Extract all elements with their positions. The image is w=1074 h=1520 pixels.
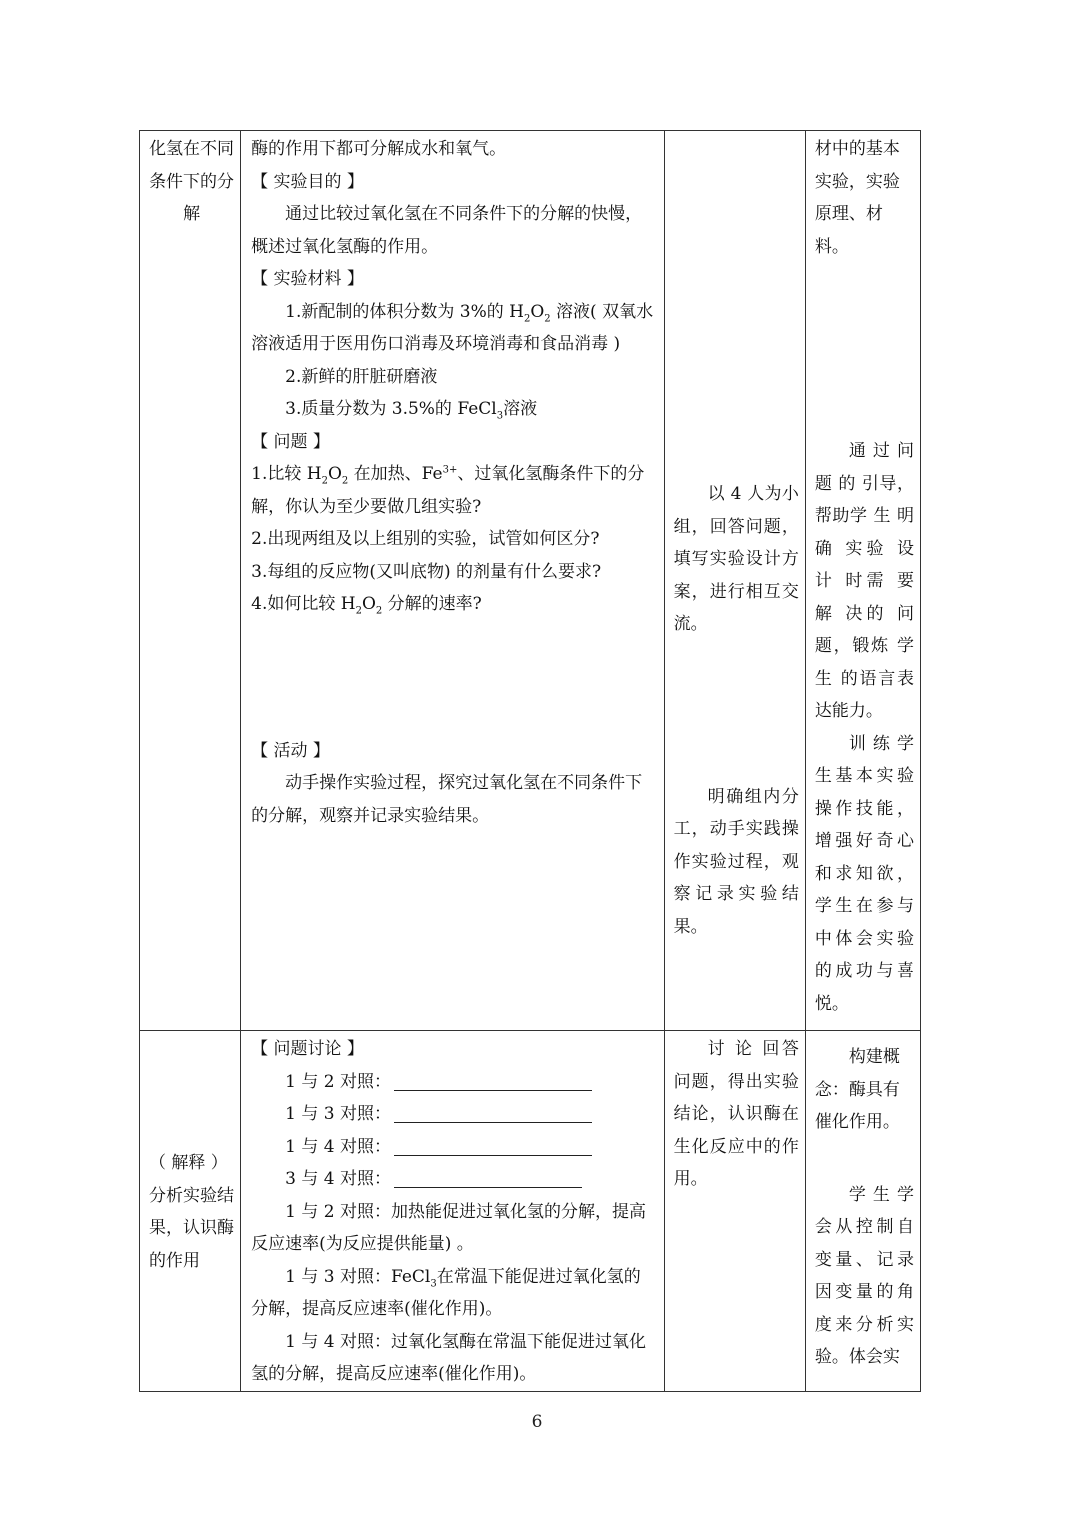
discussion-heading: 【 问题讨论 】 bbox=[251, 1039, 364, 1059]
blank-line-4: 3 与 4 对照： bbox=[251, 1163, 654, 1196]
question-3: 3.每组的反应物(又叫底物) 的剂量有什么要求? bbox=[251, 561, 602, 582]
purpose-heading: 【 实验目的 】 bbox=[251, 171, 364, 192]
content-cell bbox=[241, 1031, 665, 1392]
table-row bbox=[140, 131, 921, 1031]
question-heading: 【 问题 】 bbox=[251, 431, 330, 452]
question-1: 1.比较 $H_2O_2$ 在加热、$Fe^{3+}$、过氧化氢酶条件下的分解，你认为至少要做几组实验? bbox=[251, 464, 645, 517]
topic-cell bbox=[140, 131, 241, 1031]
topic-text: 化氢在不同条件下的分解 bbox=[149, 139, 235, 224]
topic-cell bbox=[140, 1031, 241, 1392]
answer-3: 1 与 4 对照：过氧化氢酶在常温下能促进过氧化氢的分解，提高反应速率(催化作用)。 bbox=[251, 1331, 646, 1384]
blank-line-2: 1 与 3 对照： bbox=[251, 1098, 654, 1131]
answer-blank[interactable] bbox=[394, 1068, 592, 1091]
student-activity-1: 以 4 人为小组，回答问题，填写实验设计方案，进行相互交流。 bbox=[673, 484, 799, 634]
materials-heading: 【 实验材料 】 bbox=[251, 269, 364, 289]
table-row bbox=[140, 1031, 921, 1392]
answer-2: 1 与 3 对照：FeCl$_3$在常温下能促进过氧化氢的分解，提高反应速率(催化作用)。 bbox=[251, 1266, 641, 1319]
design-intent-1: 通 过 问 题 的 引导，帮助学 生 明 确 实验 设 计 时需 要 解 决的 问 题，锻炼 学 生 的语言表达能力。 bbox=[814, 441, 914, 721]
purpose-text: 通过比较过氧化氢在不同条件下的分解的快慢，概述过氧化氢酶的作用。 bbox=[251, 204, 643, 257]
topic-text: （ 解释 ）分析实验结果，认识酶的作用 bbox=[149, 1153, 234, 1271]
answer-blank[interactable] bbox=[394, 1133, 592, 1156]
design-intent-0: 材中的基本实验，实验原理、材料。 bbox=[814, 139, 900, 257]
lesson-plan-table bbox=[139, 130, 921, 1392]
material-2: 2.新鲜的肝脏研磨液 bbox=[285, 366, 438, 387]
student-activity: 讨 论 回答问题，得出实验结论，认识酶在生化反应中的作用。 bbox=[673, 1039, 799, 1189]
blank-line-1: 1 与 2 对照： bbox=[251, 1066, 654, 1099]
design-intent-2: 学生学会从控制自变量、记录因变量的角度来分析实验。体会实 bbox=[814, 1184, 914, 1367]
design-intent-cell bbox=[805, 131, 920, 1031]
page-number: 6 bbox=[531, 1412, 543, 1432]
design-intent-1: 构建概念：酶具有催化作用。 bbox=[814, 1047, 900, 1132]
answer-blank[interactable] bbox=[394, 1165, 582, 1188]
design-intent-cell bbox=[805, 1031, 920, 1392]
material-1: 1.新配制的体积分数为 3%的 $H_2O_2$ 溶液( 双氧水溶液适用于医用伤口消毒及环境消毒和食品消毒 ) bbox=[251, 301, 654, 354]
blank-line-3: 1 与 4 对照： bbox=[251, 1131, 654, 1164]
student-activity-cell bbox=[664, 131, 805, 1031]
intro-text: 酶的作用下都可分解成水和氧气。 bbox=[251, 139, 507, 159]
student-activity-2: 明确组内分工，动手实践操作实验过程，观察记录实验结果。 bbox=[673, 786, 799, 937]
activity-heading: 【 活动 】 bbox=[251, 740, 330, 761]
student-activity-cell bbox=[664, 1031, 805, 1392]
question-2: 2.出现两组及以上组别的实验，试管如何区分? bbox=[251, 529, 600, 549]
answer-blank[interactable] bbox=[394, 1100, 592, 1123]
design-intent-2: 训练学生基本实验操作技能，增强好奇心和求知欲，学生在参与中体会实验的成功与喜悦。 bbox=[814, 733, 914, 1014]
material-3: 3.质量分数为 3.5%的 FeCl$_3$溶液 bbox=[285, 399, 538, 422]
question-4: 4.如何比较 $H_2O_2$ 分解的速率? bbox=[251, 594, 482, 617]
answer-1: 1 与 2 对照：加热能促进过氧化氢的分解，提高反应速率(为反应提供能量) 。 bbox=[251, 1201, 646, 1254]
activity-text: 动手操作实验过程，探究过氧化氢在不同条件下的分解，观察并记录实验结果。 bbox=[251, 773, 643, 826]
content-cell bbox=[241, 131, 665, 1031]
